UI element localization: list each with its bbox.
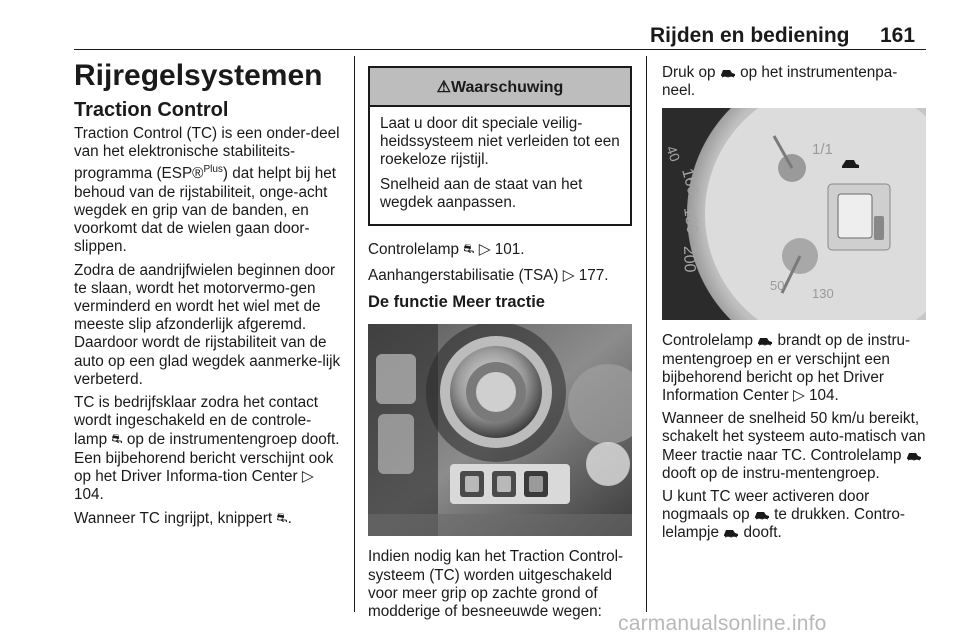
running-header-title: Rijden en bediening	[650, 24, 850, 47]
ref-controlelamp: Controlelamp ⛐ ▷ 101.	[368, 241, 525, 259]
gauge-label: 200	[680, 245, 698, 274]
page-ref-arrow-icon: ▷	[301, 467, 314, 485]
paragraph-auto-switch: Wanneer de snelheid 50 km/u bereikt, schakelt het systeem auto-matisch van Meer tractie naar TC. Controlelamp dooft op de instru-mentengroep.	[662, 410, 926, 482]
warning-text-2: Snelheid aan de staat van het wegdek aanpassen.	[380, 175, 583, 211]
column-3	[662, 64, 926, 548]
paragraph-tc-blink: Wanneer TC ingrijpt, knippert ⛐.	[74, 510, 292, 528]
column-1	[74, 58, 344, 533]
paragraph-tc-ready: TC is bedrijfsklaar zodra het contact wordt ingeschakeld en de controle-lamp ⛐ op de instrumentengroep dooft. Een bijbehorend bericht verschijnt ook op het Driver Informa-tion Center ▷ 104.	[74, 393, 340, 503]
esp-off-car-icon	[906, 449, 922, 461]
page-ref-arrow-icon: ▷	[478, 241, 491, 259]
gauge-label: 50	[770, 278, 785, 294]
watermark: carmanualsonline.info	[618, 612, 827, 635]
column-divider-2	[646, 56, 647, 612]
traction-control-icon: ⛐	[111, 431, 123, 447]
gauge-label: 1/1	[812, 141, 833, 159]
paragraph-wheel-spin: Zodra de aandrijfwielen beginnen door te slaan, wordt het motorvermo-gen verminderd en wordt het wiel met de meeste slip afzonderlijk afgeremd. Daardoor wordt de rijstabiliteit van de auto op een glad wegdek aanmerke-lijk verbeterd.	[74, 261, 341, 388]
paragraph-meer-tractie: Indien nodig kan het Traction Control-systeem (TC) worden uitgeschakeld voor meer grip op zachte grond of modderige of besneeuwde wegen:	[368, 548, 624, 621]
page-ref-arrow-icon: ▷	[792, 387, 805, 405]
traction-control-icon: ⛐	[276, 510, 288, 526]
dashboard-switch-photo	[368, 324, 632, 536]
traction-control-icon: ⛐	[463, 241, 475, 257]
header-rule	[74, 49, 926, 50]
ref-tsa: Aanhangerstabilisatie (TSA) ▷ 177.	[368, 267, 609, 285]
subsection-title: Traction Control	[74, 99, 229, 121]
paragraph-reactivate: U kunt TC weer activeren door nogmaals op te drukken. Contro-lelampje dooft.	[662, 488, 906, 542]
gauge-label: 130	[812, 286, 834, 302]
paragraph-press-button: Druk op op het instrumentenpa-neel.	[662, 64, 898, 100]
warning-box	[368, 66, 632, 226]
warning-text-1: Laat u door dit speciale veilig-heidssysteem niet verleiden tot een roekeloze rijstijl.	[380, 115, 620, 169]
page-ref-arrow-icon: ▷	[562, 267, 575, 285]
page-number: 161	[880, 24, 916, 47]
gauge-label: 180	[680, 206, 701, 236]
column-2	[368, 64, 632, 626]
esp-off-car-icon	[754, 508, 770, 520]
esp-off-car-icon	[720, 66, 736, 78]
instrument-cluster-photo	[662, 108, 926, 320]
esp-off-car-icon	[723, 526, 739, 538]
gauge-label: 160	[678, 167, 702, 198]
esp-off-car-icon	[757, 334, 773, 346]
paragraph-lamp-on: Controlelamp brandt op de instru-mentengroep en er verschijnt een bijbehorend bericht op het Driver Information Center ▷ 104.	[662, 332, 911, 405]
column-divider-1	[354, 56, 355, 612]
warning-header: ⚠Waarschuwing	[370, 68, 630, 107]
gauge-label: 40	[663, 143, 684, 165]
section-title: Rijregelsystemen	[74, 59, 323, 92]
heading-meer-tractie: De functie Meer tractie	[368, 293, 545, 312]
warning-triangle-icon: ⚠	[436, 79, 452, 96]
paragraph-tc-intro: Traction Control (TC) is een onder-deel van het elektronische stabiliteits-programma (ESP®$^{Plus}$) dat helpt bij het behoud van de rijstabiliteit, onge-acht wegdek en grip van de banden, en voorkomt dat de wielen gaan door-slippen.	[74, 125, 340, 256]
